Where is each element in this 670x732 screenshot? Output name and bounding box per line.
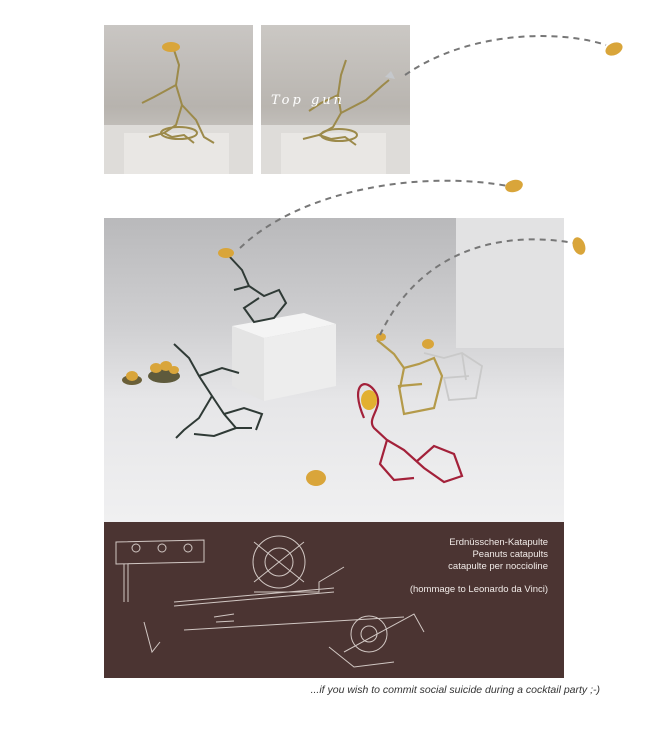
caption-title-english: Peanuts catapults [472,549,548,560]
caption-title-german: Erdnüsschen-Katapulte [449,537,548,548]
peanut [218,248,234,258]
catapults-scene-image [104,218,564,522]
caption-panel [104,522,564,678]
peanut [422,339,434,349]
dark-wire-catapult-on-cube [229,256,286,322]
peanut-flying [603,40,624,58]
caption-hommage: (hommage to Leonardo da Vinci) [409,584,548,595]
photo-catapult-loaded [104,25,253,174]
peanut-flying [504,178,524,194]
peanut-flying [570,235,587,256]
caption-title-italian: catapulte per noccioline [448,561,548,572]
footer-caption: ...if you wish to commit social suicide during a cocktail party ;-) [310,684,600,696]
light-background [456,218,564,348]
trajectory-top [405,36,606,75]
cup [385,71,395,79]
silver-wire-catapult [424,353,482,400]
bowl-of-peanuts [122,361,180,385]
top-gun-label: Top gun [271,93,346,108]
peanut-in-red-cup [361,390,377,410]
peanut [376,333,386,341]
peanut [162,42,180,52]
peanut [306,470,326,486]
gold-wire-catapult [377,340,442,414]
photo-catapult-group [104,218,564,522]
catapult-sculpture-image [104,25,253,174]
styrofoam-cube [232,313,336,401]
